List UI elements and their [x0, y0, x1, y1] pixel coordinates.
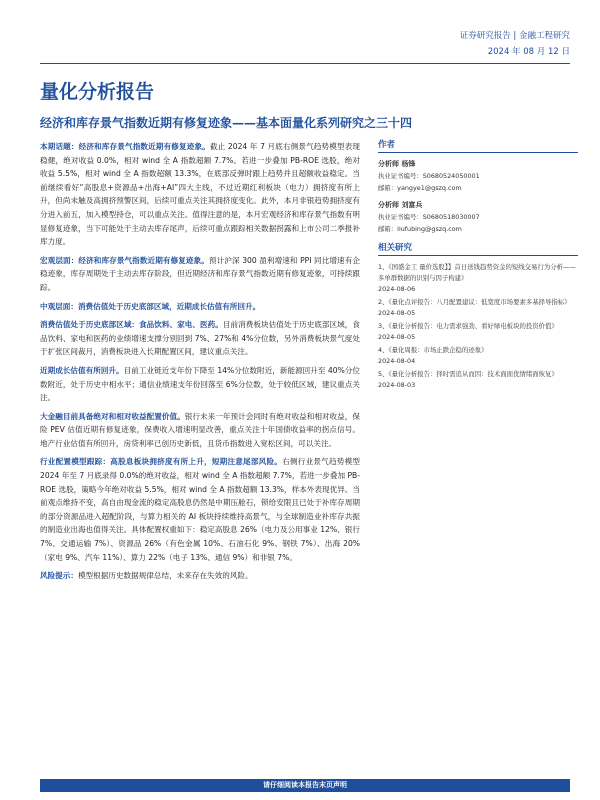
paragraph-text: 模型根据历史数据规律总结，未来存在失效的风险。 — [77, 571, 253, 581]
paragraph-text: 截止 2024 年 7 月底右侧景气趋势模型表现稳健，绝对收益 0.0%，相对 wind 全 A 指数超额 7.7%。若进一步叠加 PB-ROE 选股，绝对收益 5.5%，相对 wind 全 A 指数超额 13.3%，在底部反弹时跟上趋势并且超额收益稳定。当前继续看好“高股息+资源品+出海+AI”四大主线，不过近期红利板块（电力）拥挤度有所上升，但尚未触及高拥挤预警区间，后续可重点关注其拥挤度变化。此外，本月非银趋势拥挤度有分进入前五，加入模型持仓，可以重点关注。值得注意的是，本月宏观经济和库存景气指数有明显修复迹象，当下可能处于主动去库存尾声，后续可重点跟踪相关数据拐露和上市公司二季报补库力度。 — [40, 142, 361, 247]
analyst-email — [378, 183, 578, 195]
analyst-license — [378, 171, 578, 183]
paragraph-text: 预计沪深 300 盈利增速和 PPI 同比增速有企稳迹象，库存周期处于主动去库存阶段，但近期经济和库存景气指数近期有修复迹象，可持续跟踪。 — [40, 255, 361, 292]
related-title[interactable]: 1、《国盛金工 量价选股】】首日送钱趋势资金的短线交易行为分析——多单群数据的识别与因子构建》 — [378, 263, 576, 282]
report-header — [460, 28, 570, 60]
paragraph-text: 银行未来一年预计会同时有绝对收益和相对收益，保险 PEV 估值近期有修复迹象，保费收入增速明显改善，重点关注十年国债收益率的拐点信号。地产行业估值有所回升，房贷利率已创历史新低，且货币指数进入宽松区间，可以关注。 — [40, 411, 361, 448]
doc-title: 经济和库存景气指数近期有修复迹象——基本面量化系列研究之三十四 — [40, 116, 413, 130]
analyst-card — [378, 200, 578, 235]
paragraph — [40, 300, 360, 314]
analyst-email — [378, 224, 578, 236]
related-item[interactable] — [378, 262, 578, 295]
report-date: 2024 年 08 月 12 日 — [487, 47, 570, 57]
related-date: 2024-08-04 — [378, 357, 416, 365]
license-number: S0680524050001 — [422, 172, 480, 180]
related-item[interactable] — [378, 297, 578, 319]
paragraph-text: 目前工业链近支年份下降至 14%分位数附近，新能源回升至 40%分位数附近，处于历史中相水平；通信业绩速支年份回落至 6%分位数，处于较低区域，建议重点关注。 — [40, 365, 360, 403]
analyst-name-row — [378, 200, 578, 211]
license-label: 执业证书编号： — [378, 172, 423, 180]
email-link[interactable]: yangye1@gszq.com — [397, 183, 462, 192]
related-title[interactable]: 3、《量化分析报告：电力需求强劲、看好绿电板块的投资价值》 — [378, 322, 558, 330]
analyst-name: 刘富兵 — [401, 201, 423, 209]
related-date: 2024-08-03 — [378, 381, 416, 389]
analyst-role: 分析师 — [378, 201, 399, 209]
sidebar — [378, 140, 578, 393]
header-divider — [40, 63, 570, 64]
related-item[interactable] — [378, 369, 578, 391]
paragraph — [40, 364, 360, 405]
analyst-name: 杨锋 — [401, 160, 416, 168]
paragraph — [40, 410, 360, 451]
paragraph — [40, 140, 360, 249]
related-date: 2024-08-05 — [378, 333, 416, 341]
paragraph-heading: 风险提示： — [40, 571, 78, 581]
paragraph-heading: 大金融目前具备绝对和相对收益配置价值。 — [40, 411, 185, 421]
report-category: 证券研究报告 | 金融工程研究 — [459, 31, 570, 41]
paragraph — [40, 455, 360, 564]
paragraph-heading: 消费估值处于历史底部区域：食品饮料、家电、医药。 — [40, 320, 223, 330]
paragraph — [40, 254, 360, 295]
related-title[interactable]: 5、《量化分析报告：择时需追从而因：技术面面优情绪面恢复》 — [378, 370, 558, 378]
risk-warning — [40, 569, 360, 583]
main-body — [40, 140, 360, 588]
related-item[interactable] — [378, 345, 578, 367]
paragraph-heading: 行业配置模型跟踪：高股息板块拥挤度有所上升，短期注意尾部风险。 — [40, 457, 283, 467]
analyst-license — [378, 212, 578, 224]
related-item[interactable] — [378, 321, 578, 343]
email-link[interactable]: liufubing@gszq.com — [397, 224, 462, 233]
license-label: 执业证书编号： — [378, 213, 423, 221]
doc-type: 量化分析报告 — [40, 81, 155, 103]
related-title[interactable]: 4、《量化周报：市场止跌企稳的迹象》 — [378, 346, 488, 354]
authors-heading: 作者 — [378, 140, 578, 153]
related-title[interactable]: 2、《量化点评报告：八月配置建议：低宽度市场要素多基择导指标》 — [378, 298, 571, 306]
footer-disclaimer: 请仔细阅读本报告末页声明 — [40, 779, 570, 792]
license-number: S0680518030007 — [422, 213, 480, 221]
email-label: 邮箱： — [378, 183, 398, 192]
email-label: 邮箱： — [378, 224, 398, 233]
paragraph-heading: 本期话题：经济和库存景气指数近期有修复迹象。 — [40, 142, 210, 151]
analyst-name-row — [378, 159, 578, 170]
paragraph — [40, 318, 360, 359]
paragraph-text: 右侧行业景气趋势模型 2024 年至 7 月底录得 0.0%的绝对收益，相对 wind 全 A 指数超额 7.7%，若进一步叠加 PB-ROE 选股，策略今年绝对收益 5.5%，相对 wind 全 A 指数超额 13.3%，样本外表现优异。当前观点维持不变，高自由现金流的稳定高股息仍然是中期压舱石，锁给安限且已处于补库存周期的部分资源品进入超配阶段，与算力相关的 AI 板块持续维持高景气，与全球制造业补库存共振的制造业出海也值得关注。具体配置权重如下：稳定高股息 26%（电力及公用事业 12%、银行 7%、交通运输 7%）、资源品 26%（有色金属 10%、石油石化 9%、钢铁 7%）、出海 20%（家电 9%、汽车 11%）、算力 22%（电子 13%、通信 9%）和非银 7%。 — [40, 457, 361, 562]
analyst-role: 分析师 — [378, 160, 399, 168]
paragraph-heading: 宏观层面：经济和库存景气指数近期有修复迹象。 — [40, 255, 209, 265]
related-date: 2024-08-06 — [378, 285, 416, 293]
paragraph-heading: 近期成长估值有所回升。 — [40, 365, 124, 375]
paragraph-heading: 中观层面：消费估值处于历史底部区域，近期成长估值有所回升。 — [40, 301, 261, 311]
related-heading: 相关研究 — [378, 243, 578, 256]
related-date: 2024-08-05 — [378, 309, 416, 317]
paragraph-text: 目前消费板块估值处于历史底部区域，食品饮料、家电和医药的业绩增速支撑分别回到 7%、27%和 4%分位数，另外消费板块景气度处于扩张区间裁月，消费板块进入长期配置区间，建议重点关注。 — [40, 320, 361, 357]
analyst-card — [378, 159, 578, 194]
